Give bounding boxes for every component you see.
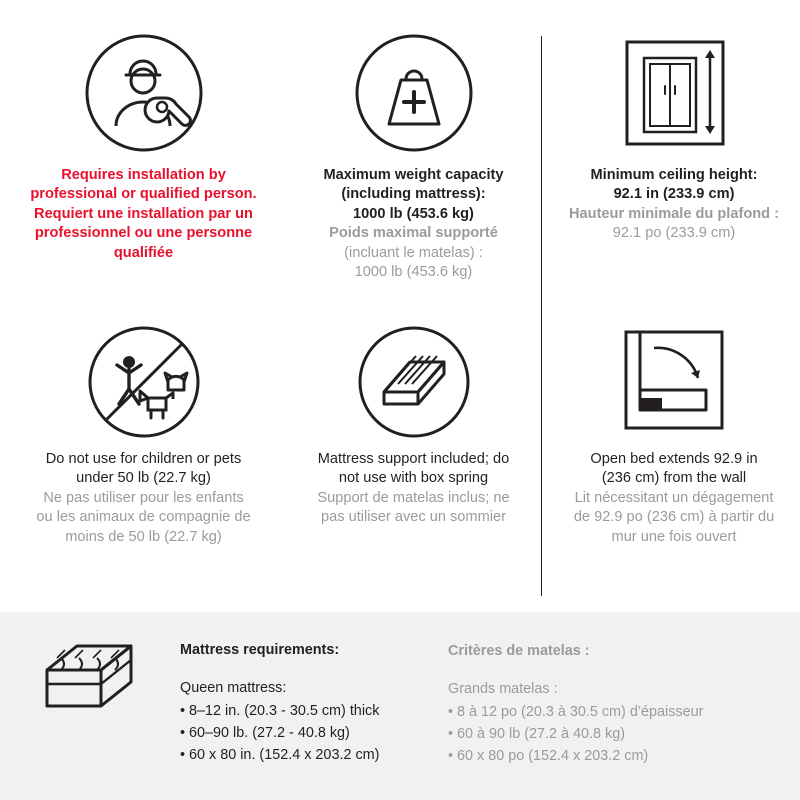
panel-open-bed-text — [574, 450, 774, 547]
panel-weight-capacity — [287, 0, 540, 308]
installation-fr-keyword: Requiert — [34, 205, 94, 222]
openbed-fr-line1: Lit nécessitant un dégagement — [574, 489, 774, 506]
mattress-fr-heading: Critères de matelas : — [448, 643, 590, 659]
weight-plus-icon — [355, 26, 473, 160]
open-bed-icon — [614, 320, 734, 444]
installation-en-line2: professional or qualified person. — [30, 186, 257, 203]
panel-open-bed — [540, 308, 800, 612]
support-en-line2: not use with box spring — [338, 470, 489, 487]
openbed-fr-line3: mur une fois ouvert — [611, 528, 737, 545]
mattress-en-heading: Mattress requirements: — [180, 642, 340, 658]
mattress-requirements-panel — [0, 612, 800, 800]
installation-en-keyword: Requires — [61, 167, 124, 183]
ceiling-en-line2: 92.1 in (233.9 cm) — [613, 186, 735, 203]
panel-ceiling-height-text — [569, 166, 779, 244]
mattress-en-line-3: • 60 x 80 in. (152.4 x 203.2 cm) — [180, 746, 380, 763]
weight-fr-line1: Poids maximal supporté — [329, 225, 498, 242]
openbed-fr-line2: de 92.9 po (236 cm) à partir du — [573, 509, 775, 526]
mattress-fr-subheading: Grands matelas : — [448, 680, 558, 697]
pets-en-line2: under 50 lb (22.7 kg) — [76, 470, 211, 487]
pets-en-line1: Do not use for children or pets — [45, 451, 242, 467]
weight-fr-line3: 1000 lb (453.6 kg) — [354, 264, 473, 281]
support-en-line1: Mattress support included; do — [317, 451, 510, 467]
mattress-requirements-fr — [448, 612, 778, 767]
mattress-fr-line-1: • 8 à 12 po (20.3 à 30.5 cm) d’épaisseur — [448, 703, 704, 720]
panel-mattress-support — [287, 308, 540, 612]
ceiling-en-line1: Minimum ceiling height: — [590, 167, 758, 183]
ceiling-height-icon — [613, 26, 735, 160]
installation-fr-line3: qualifiée — [113, 244, 174, 261]
mattress-requirements-en — [180, 612, 448, 766]
panel-mattress-support-text — [317, 450, 509, 528]
panel-no-children-pets-text — [36, 450, 250, 547]
mattress-en-subheading: Queen mattress: — [180, 679, 287, 696]
mattress-fr-line-2: • 60 à 90 lb (27.2 à 40.8 kg) — [448, 725, 626, 742]
support-fr-line2: pas utiliser avec un sommier — [321, 509, 506, 526]
weight-fr-line2: (incluant le matelas) : — [344, 244, 483, 261]
mattress-en-line-1: • 8–12 in. (20.3 - 30.5 cm) thick — [180, 702, 380, 719]
worker-wrench-icon — [85, 26, 203, 160]
pets-fr-line3: moins de 50 lb (22.7 kg) — [65, 528, 222, 545]
panel-installation — [0, 0, 287, 308]
mattress-en-line-2: • 60–90 lb. (27.2 - 40.8 kg) — [180, 724, 350, 741]
installation-en-line1-rest: installation by — [123, 167, 226, 183]
pets-fr-line1: Ne pas utiliser pour les enfants — [43, 489, 244, 506]
mattress-support-icon — [358, 320, 470, 444]
support-fr-line1: Support de matelas inclus; ne — [317, 489, 510, 506]
openbed-en-line1: Open bed extends 92.9 in — [590, 451, 758, 467]
pets-fr-line2: ou les animaux de compagnie de — [36, 509, 251, 526]
panel-no-children-pets — [0, 308, 287, 612]
no-children-pets-icon — [88, 320, 200, 444]
installation-fr-line2: professionnel ou une personne — [34, 225, 253, 242]
panel-weight-capacity-text — [323, 166, 503, 282]
mattress-icon — [0, 612, 180, 740]
ceiling-fr-line2: 92.1 po (233.9 cm) — [612, 225, 736, 242]
ceiling-fr-line1: Hauteur minimale du plafond : — [569, 205, 779, 222]
installation-fr-line1-rest: une installation par un — [93, 205, 253, 222]
panel-ceiling-height — [540, 0, 800, 308]
weight-en-line3: 1000 lb (453.6 kg) — [353, 205, 474, 222]
weight-en-line1: Maximum weight capacity — [323, 167, 504, 183]
openbed-en-line2: (236 cm) from the wall — [601, 470, 747, 487]
mattress-fr-line-3: • 60 x 80 po (152.4 x 203.2 cm) — [448, 747, 649, 764]
weight-en-line2: (including mattress): — [341, 186, 486, 203]
panel-installation-text — [30, 166, 256, 263]
